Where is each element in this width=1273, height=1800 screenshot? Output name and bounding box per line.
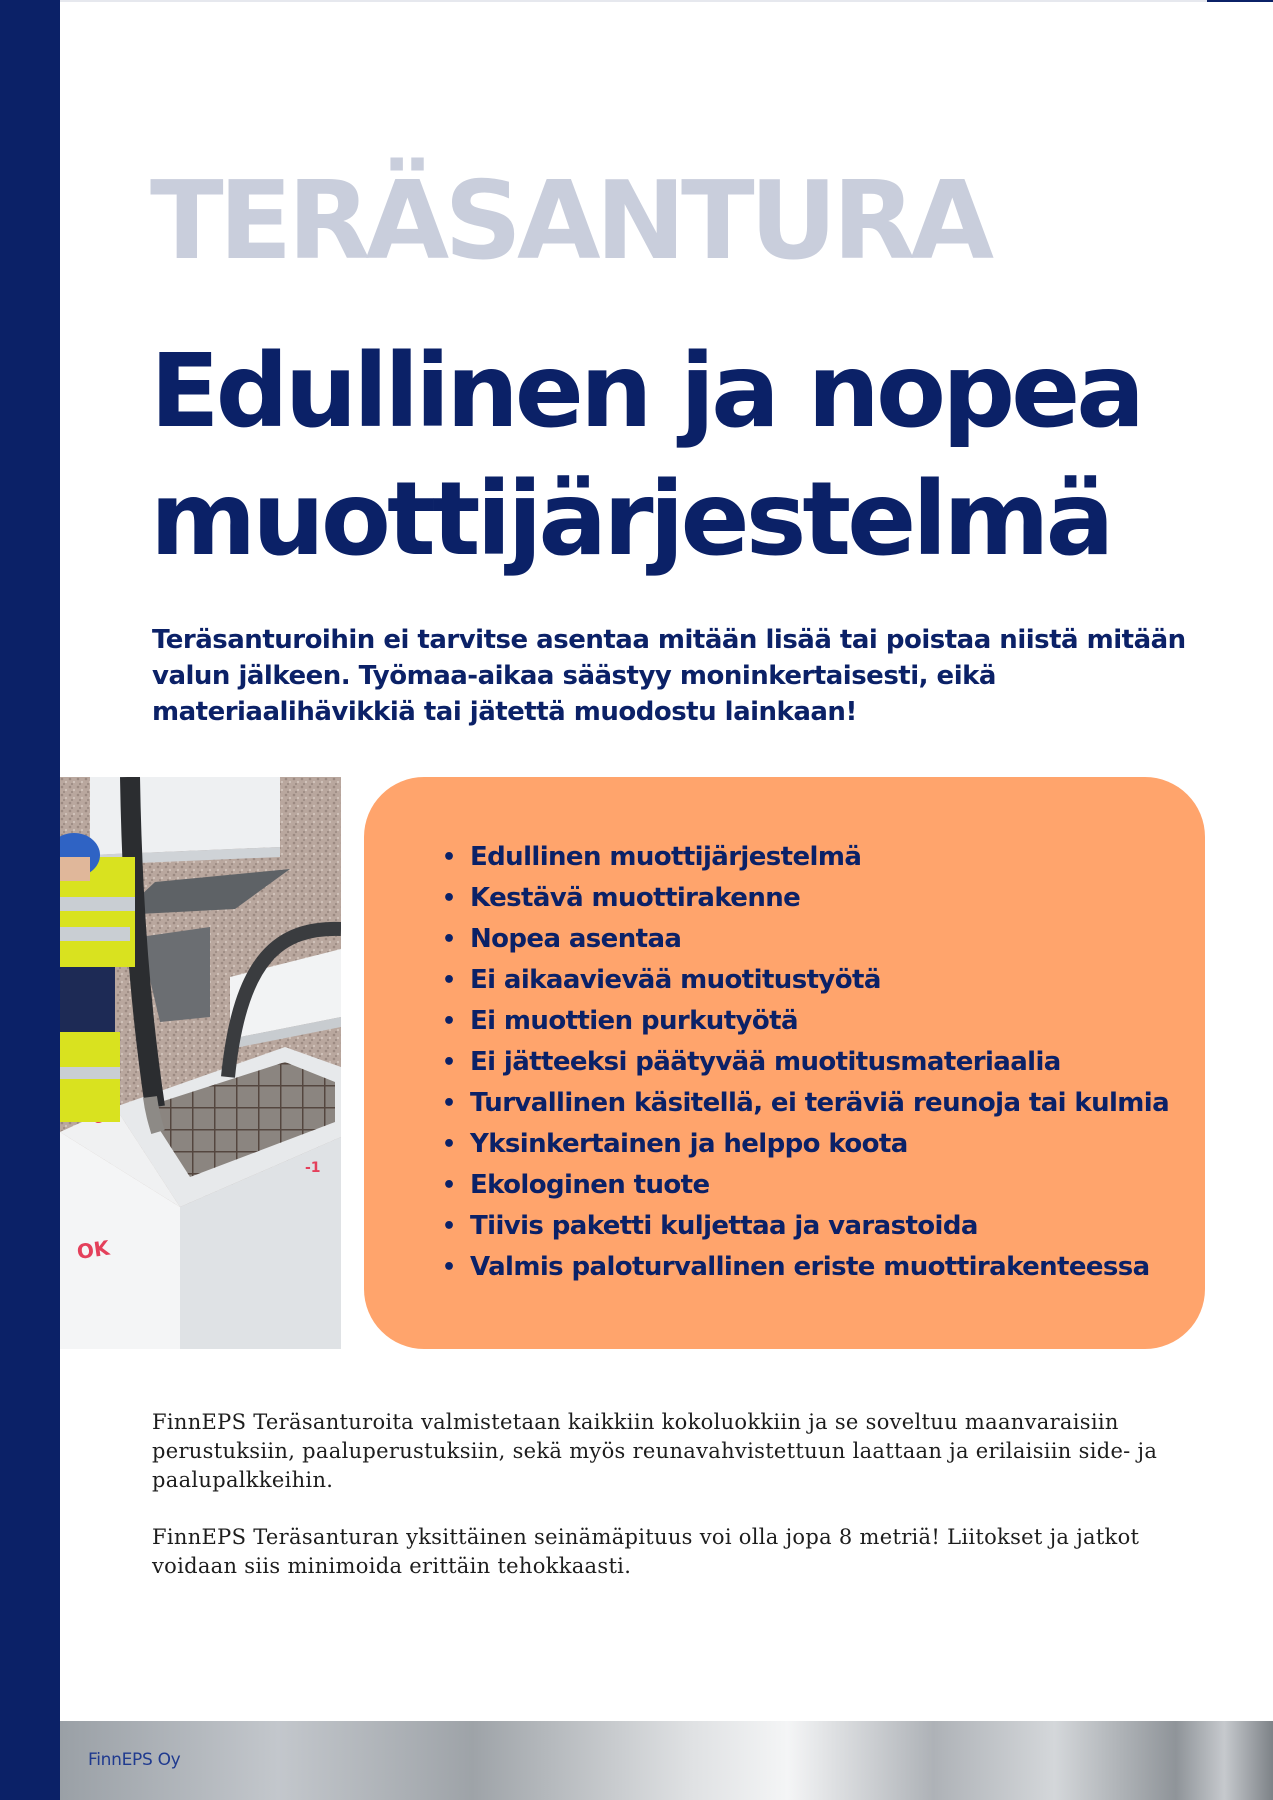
feature-label: Turvallinen käsitellä, ei teräviä reunoja tai kulmia [470,1088,1170,1118]
eyebrow-title: TERÄSANTURA [150,159,990,284]
svg-text:OK: OK [75,1235,111,1264]
feature-label: Ei jätteeksi päätyvää muotitusmateriaalia [470,1047,1061,1077]
feature-label: Yksinkertainen ja helppo koota [470,1129,908,1159]
bullet-icon: • [442,1214,456,1239]
feature-item [442,1083,1170,1124]
feature-item [442,1124,1165,1165]
feature-item [442,1206,1165,1247]
feature-item [442,837,1165,878]
top-divider [60,0,1273,2]
body-paragraph-2: FinnEPS Teräsanturan yksittäinen seinämäpituus voi olla jopa 8 metriä! Liitokset ja jatkot voidaan siis minimoida erittäin tehokkaasti. [152,1525,1140,1578]
bullet-icon: • [442,845,456,870]
feature-label: Ei aikaavievää muotitustyötä [470,965,881,995]
feature-item [442,1247,1165,1288]
features-panel [364,777,1205,1349]
feature-item [442,878,1165,919]
left-accent-bar [0,0,60,1800]
feature-label: Ekologinen tuote [470,1170,710,1200]
bullet-icon: • [442,1091,456,1116]
svg-text:-1: -1 [305,1160,321,1176]
bullet-icon: • [442,1255,456,1280]
feature-label: Ei muottien purkutyötä [470,1006,798,1036]
feature-label: Kestävä muottirakenne [470,883,801,913]
footer-bar [60,1721,1273,1800]
bullet-icon: • [442,1173,456,1198]
feature-item [442,919,1165,960]
bullet-icon: • [442,927,456,952]
lead-paragraph: Teräsanturoihin ei tarvitse asentaa mitään lisää tai poistaa niistä mitään valun jälkeen. Työmaa-aikaa säästyy moninkertaisesti, eikä materiaalihävikkiä tai jätettä muodostu lainkaan! [152,625,1186,727]
feature-item [442,1001,1165,1042]
construction-photo [60,777,341,1349]
bullet-icon: • [442,1050,456,1075]
feature-label: Tiivis paketti kuljettaa ja varastoida [470,1211,978,1241]
features-list [442,837,1170,1288]
feature-label: Edullinen muottijärjestelmä [470,842,862,872]
top-right-accent [1207,0,1273,2]
feature-item [442,960,1165,1001]
footer-company: FinnEPS Oy [88,1750,181,1770]
feature-label: Nopea asentaa [470,924,682,954]
feature-item [442,1165,1165,1206]
bullet-icon: • [442,968,456,993]
feature-item [442,1042,1165,1083]
bullet-icon: • [442,1132,456,1157]
feature-label: Valmis paloturvallinen eriste muottirakenteessa [470,1252,1150,1282]
bullet-icon: • [442,886,456,911]
page-headline: Edullinen ja nopea muottijärjestelmä [150,332,1142,579]
bullet-icon: • [442,1009,456,1034]
body-paragraph-1: FinnEPS Teräsanturoita valmistetaan kaikkiin kokoluokkiin ja se soveltuu maanvaraisiin perustuksiin, paaluperustuksiin, sekä myös reunavahvistettuun laattaan ja erilaisiin side- ja paalupalkkeihin. [152,1410,1158,1492]
